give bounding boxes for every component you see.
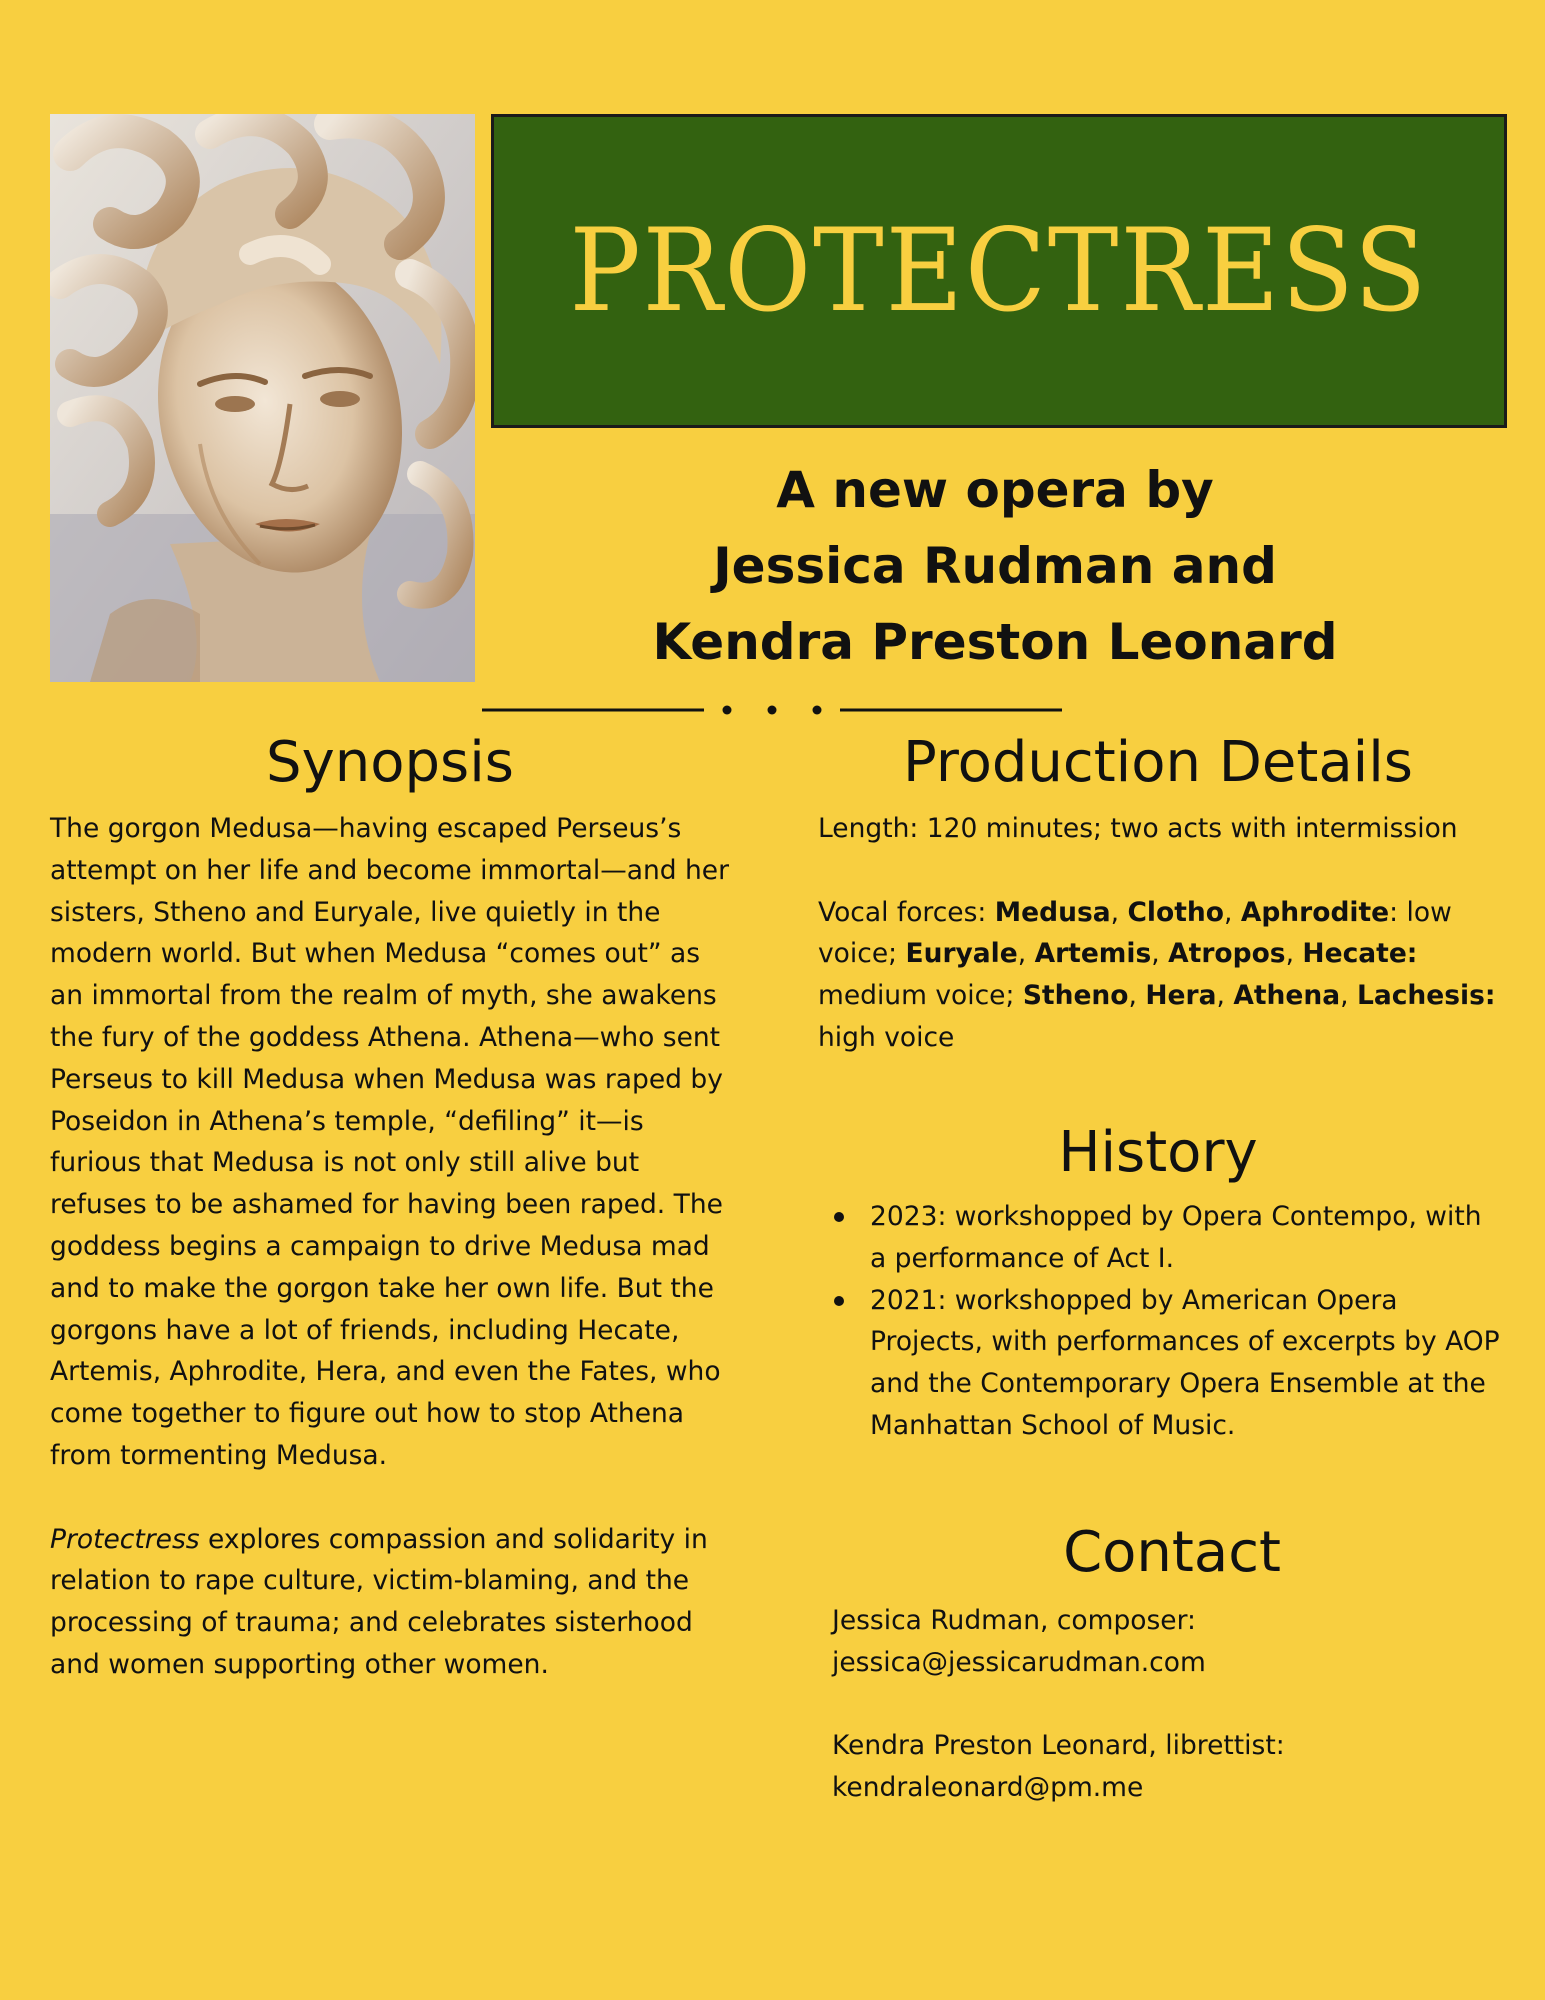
decorative-divider bbox=[482, 700, 1062, 720]
synopsis-opera-title: Protectress bbox=[50, 1523, 200, 1555]
byline-line-2: Jessica Rudman and bbox=[713, 537, 1277, 595]
librettist-role: Kendra Preston Leonard, librettist: bbox=[832, 1730, 1285, 1762]
role-name: Atropos bbox=[1168, 938, 1286, 970]
role-name: Clotho bbox=[1127, 896, 1224, 928]
librettist-email[interactable]: kendraleonard@pm.me bbox=[832, 1772, 1144, 1804]
voice-type-high: high voice bbox=[818, 1021, 955, 1053]
composer-role: Jessica Rudman, composer: bbox=[832, 1605, 1196, 1636]
production-details-body bbox=[818, 808, 1508, 1059]
production-vocal-forces bbox=[818, 892, 1508, 1059]
history-heading: History bbox=[1058, 1120, 1258, 1185]
composer-email[interactable]: jessica@jessicarudman.com bbox=[832, 1646, 1206, 1678]
history-item-text: 2021: workshopped by American Opera Projects, with performances of excerpts by AOP and the Contemporary Opera Ensemble at the Manhattan School of Music. bbox=[870, 1284, 1500, 1441]
separator: , bbox=[1128, 980, 1146, 1012]
separator: , bbox=[1216, 980, 1234, 1012]
history-item bbox=[822, 1196, 1502, 1280]
byline-line-1: A new opera by bbox=[776, 461, 1214, 519]
separator: , bbox=[1340, 980, 1357, 1012]
history-item bbox=[822, 1280, 1502, 1447]
vocal-forces-label: Vocal forces: bbox=[818, 896, 995, 928]
role-name: Hera bbox=[1145, 980, 1217, 1012]
separator: , bbox=[1223, 896, 1241, 928]
separator: , bbox=[1017, 938, 1035, 970]
role-name: Euryale bbox=[905, 938, 1018, 970]
role-name: Medusa bbox=[994, 896, 1111, 928]
synopsis-paragraph-2-text: explores compassion and solidarity in relation to rape culture, victim-blaming, and the processing of trauma; and celebrates sisterhood and women supporting other women. bbox=[50, 1523, 708, 1680]
production-details-heading: Production Details bbox=[903, 730, 1413, 795]
role-name: Aphrodite bbox=[1240, 896, 1390, 928]
production-length: Length: 120 minutes; two acts with intermission bbox=[818, 813, 1458, 844]
synopsis-paragraph-2 bbox=[50, 1519, 740, 1686]
synopsis-heading: Synopsis bbox=[266, 730, 514, 795]
history-item-text: 2023: workshopped by Opera Contempo, with a performance of Act I. bbox=[870, 1201, 1482, 1274]
voice-type-low: : low voice; bbox=[818, 896, 1452, 970]
role-name: Artemis bbox=[1034, 938, 1152, 970]
medusa-sculpture-image bbox=[50, 114, 475, 682]
synopsis-body bbox=[50, 808, 740, 1686]
role-name: Hecate: bbox=[1302, 938, 1418, 970]
bullet-icon bbox=[834, 1212, 844, 1222]
synopsis-paragraph-1: The gorgon Medusa—having escaped Perseus’s attempt on her life and become immortal—and her sisters, Stheno and Euryale, live quietly in the modern world. But when Medusa “comes out” as an immortal from the realm of myth, she awakens the fury of the goddess Athena. Athena—who sent Perseus to kill Medusa when Medusa was raped by Poseidon in Athena’s temple, “defiling” it—is furious that Medusa is not only still alive but refuses to be ashamed for having been raped. The goddess begins a campaign to drive Medusa mad and to make the gorgon take her own life. But the gorgons have a lot of friends, including Hecate, Artemis, Aphrodite, Hera, and even the Fates, who come together to figure out how to stop Athena from tormenting Medusa. bbox=[50, 813, 729, 1471]
contact-body bbox=[832, 1600, 1512, 1809]
page-title: PROTECTRESS bbox=[569, 204, 1429, 337]
byline-line-3: Kendra Preston Leonard bbox=[652, 613, 1338, 671]
title-banner bbox=[491, 114, 1507, 428]
bullet-icon bbox=[834, 1296, 844, 1306]
byline bbox=[560, 452, 1430, 680]
contact-heading: Contact bbox=[1063, 1520, 1281, 1585]
voice-type-medium: medium voice; bbox=[818, 980, 1023, 1012]
history-list bbox=[822, 1196, 1502, 1447]
role-name: Athena bbox=[1233, 980, 1341, 1012]
separator: , bbox=[1110, 896, 1128, 928]
separator: , bbox=[1285, 938, 1303, 970]
role-name: Lachesis: bbox=[1356, 980, 1496, 1012]
separator: , bbox=[1151, 938, 1169, 970]
role-name: Stheno bbox=[1022, 980, 1129, 1012]
